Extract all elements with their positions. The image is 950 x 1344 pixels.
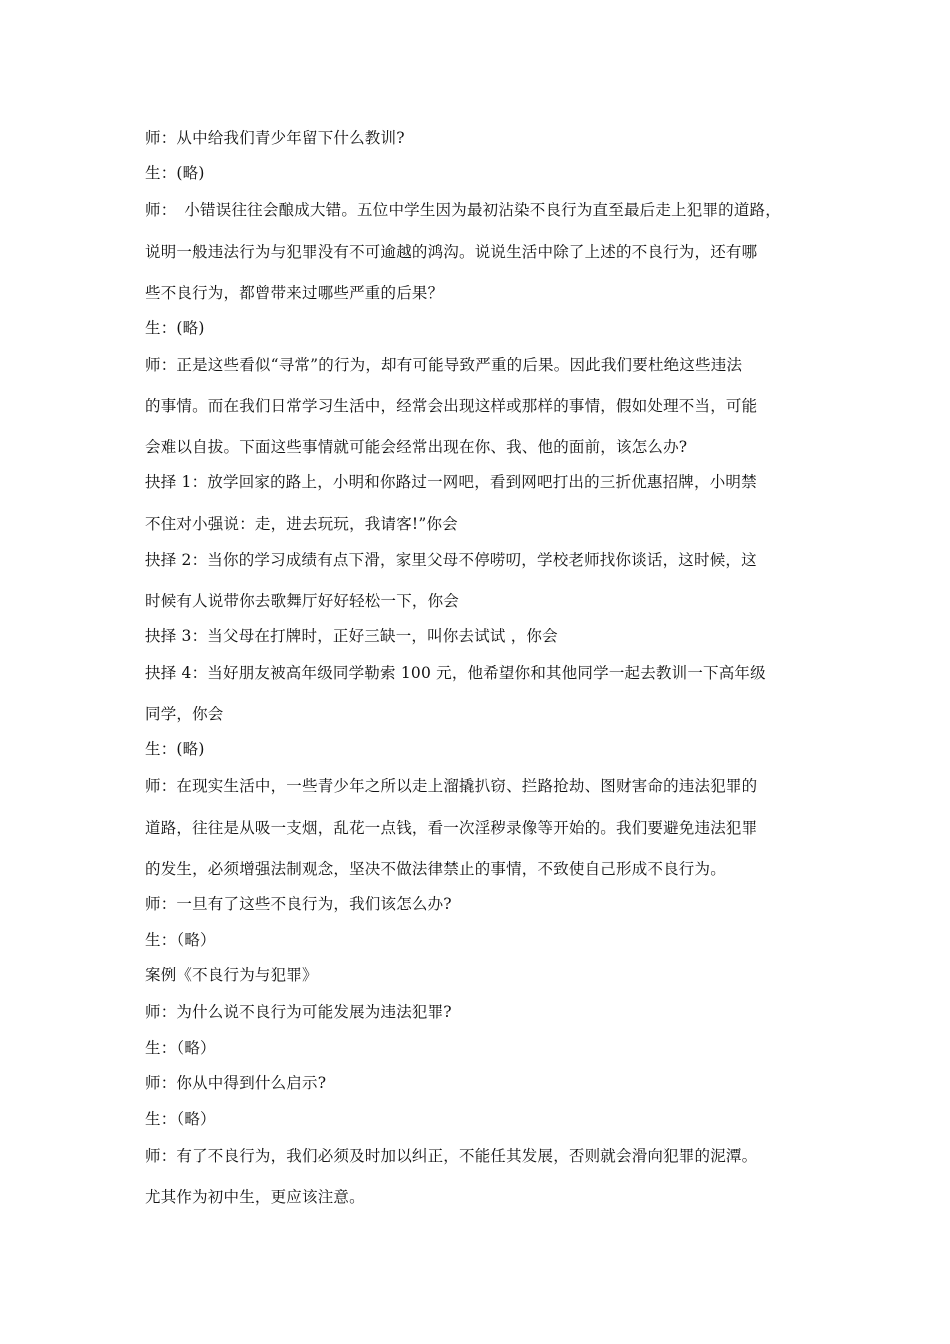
text-line: 生：(略) — [145, 319, 205, 337]
text-line: 师：有了不良行为，我们必须及时加以纠正，不能任其发展，否则就会滑向犯罪的泥潭。 — [145, 1147, 758, 1165]
text-line: 生：(略) — [145, 164, 205, 182]
text-line: 案例《不良行为与犯罪》 — [145, 966, 318, 984]
text-line: 生：(略) — [145, 740, 205, 758]
text-line: 师：一旦有了这些不良行为，我们该怎么办? — [145, 895, 452, 913]
text-line: 说明一般违法行为与犯罪没有不可逾越的鸿沟。说说生活中除了上述的不良行为，还有哪 — [145, 243, 758, 261]
text-line: 师： 小错误往往会酿成大错。五位中学生因为最初沾染不良行为直至最后走上犯罪的道路， — [145, 201, 781, 219]
text-line: 抉择 1：放学回家的路上，小明和你路过一网吧，看到网吧打出的三折优惠招牌，小明禁 — [145, 473, 757, 491]
text-line: 生：（略） — [145, 1039, 216, 1057]
text-line: 时候有人说带你去歌舞厅好好轻松一下，你会 — [145, 592, 460, 610]
text-line: 师：从中给我们青少年留下什么教训? — [145, 129, 405, 147]
text-line: 不住对小强说：走，进去玩玩，我请客!”你会 — [145, 515, 458, 533]
text-line: 抉择 3：当父母在打牌时，正好三缺一，叫你去试试 ，你会 — [145, 627, 558, 645]
text-line: 道路，往往是从吸一支烟，乱花一点钱，看一次淫秽录像等开始的。我们要避免违法犯罪 — [145, 819, 758, 837]
text-line: 抉择 4：当好朋友被高年级同学勒索 100 元，他希望你和其他同学一起去教训一下高年级 — [145, 664, 766, 682]
text-line: 的事情。而在我们日常学习生活中，经常会出现这样或那样的事情，假如处理不当，可能 — [145, 397, 758, 415]
text-line: 师：你从中得到什么启示? — [145, 1074, 327, 1092]
text-line: 生：（略） — [145, 1110, 216, 1128]
text-line: 尤其作为初中生，更应该注意。 — [145, 1188, 365, 1206]
text-line: 抉择 2：当你的学习成绩有点下滑，家里父母不停唠叨，学校老师找你谈话，这时候，这 — [145, 551, 757, 569]
text-line: 的发生，必须增强法制观念，坚决不做法律禁止的事情，不致使自己形成不良行为。 — [145, 860, 726, 878]
text-line: 同学，你会 — [145, 705, 224, 723]
text-line: 师：正是这些看似“寻常”的行为，却有可能导致严重的后果。因此我们要杜绝这些违法 — [145, 356, 743, 374]
text-line: 生：（略） — [145, 931, 216, 949]
text-line: 师：在现实生活中，一些青少年之所以走上溜撬扒窃、拦路抢劫、图财害命的违法犯罪的 — [145, 777, 758, 795]
text-line: 些不良行为，都曾带来过哪些严重的后果？ — [145, 284, 444, 302]
text-line: 师：为什么说不良行为可能发展为违法犯罪? — [145, 1003, 452, 1021]
text-line: 会难以自拔。下面这些事情就可能会经常出现在你、我、他的面前，该怎么办? — [145, 438, 688, 456]
